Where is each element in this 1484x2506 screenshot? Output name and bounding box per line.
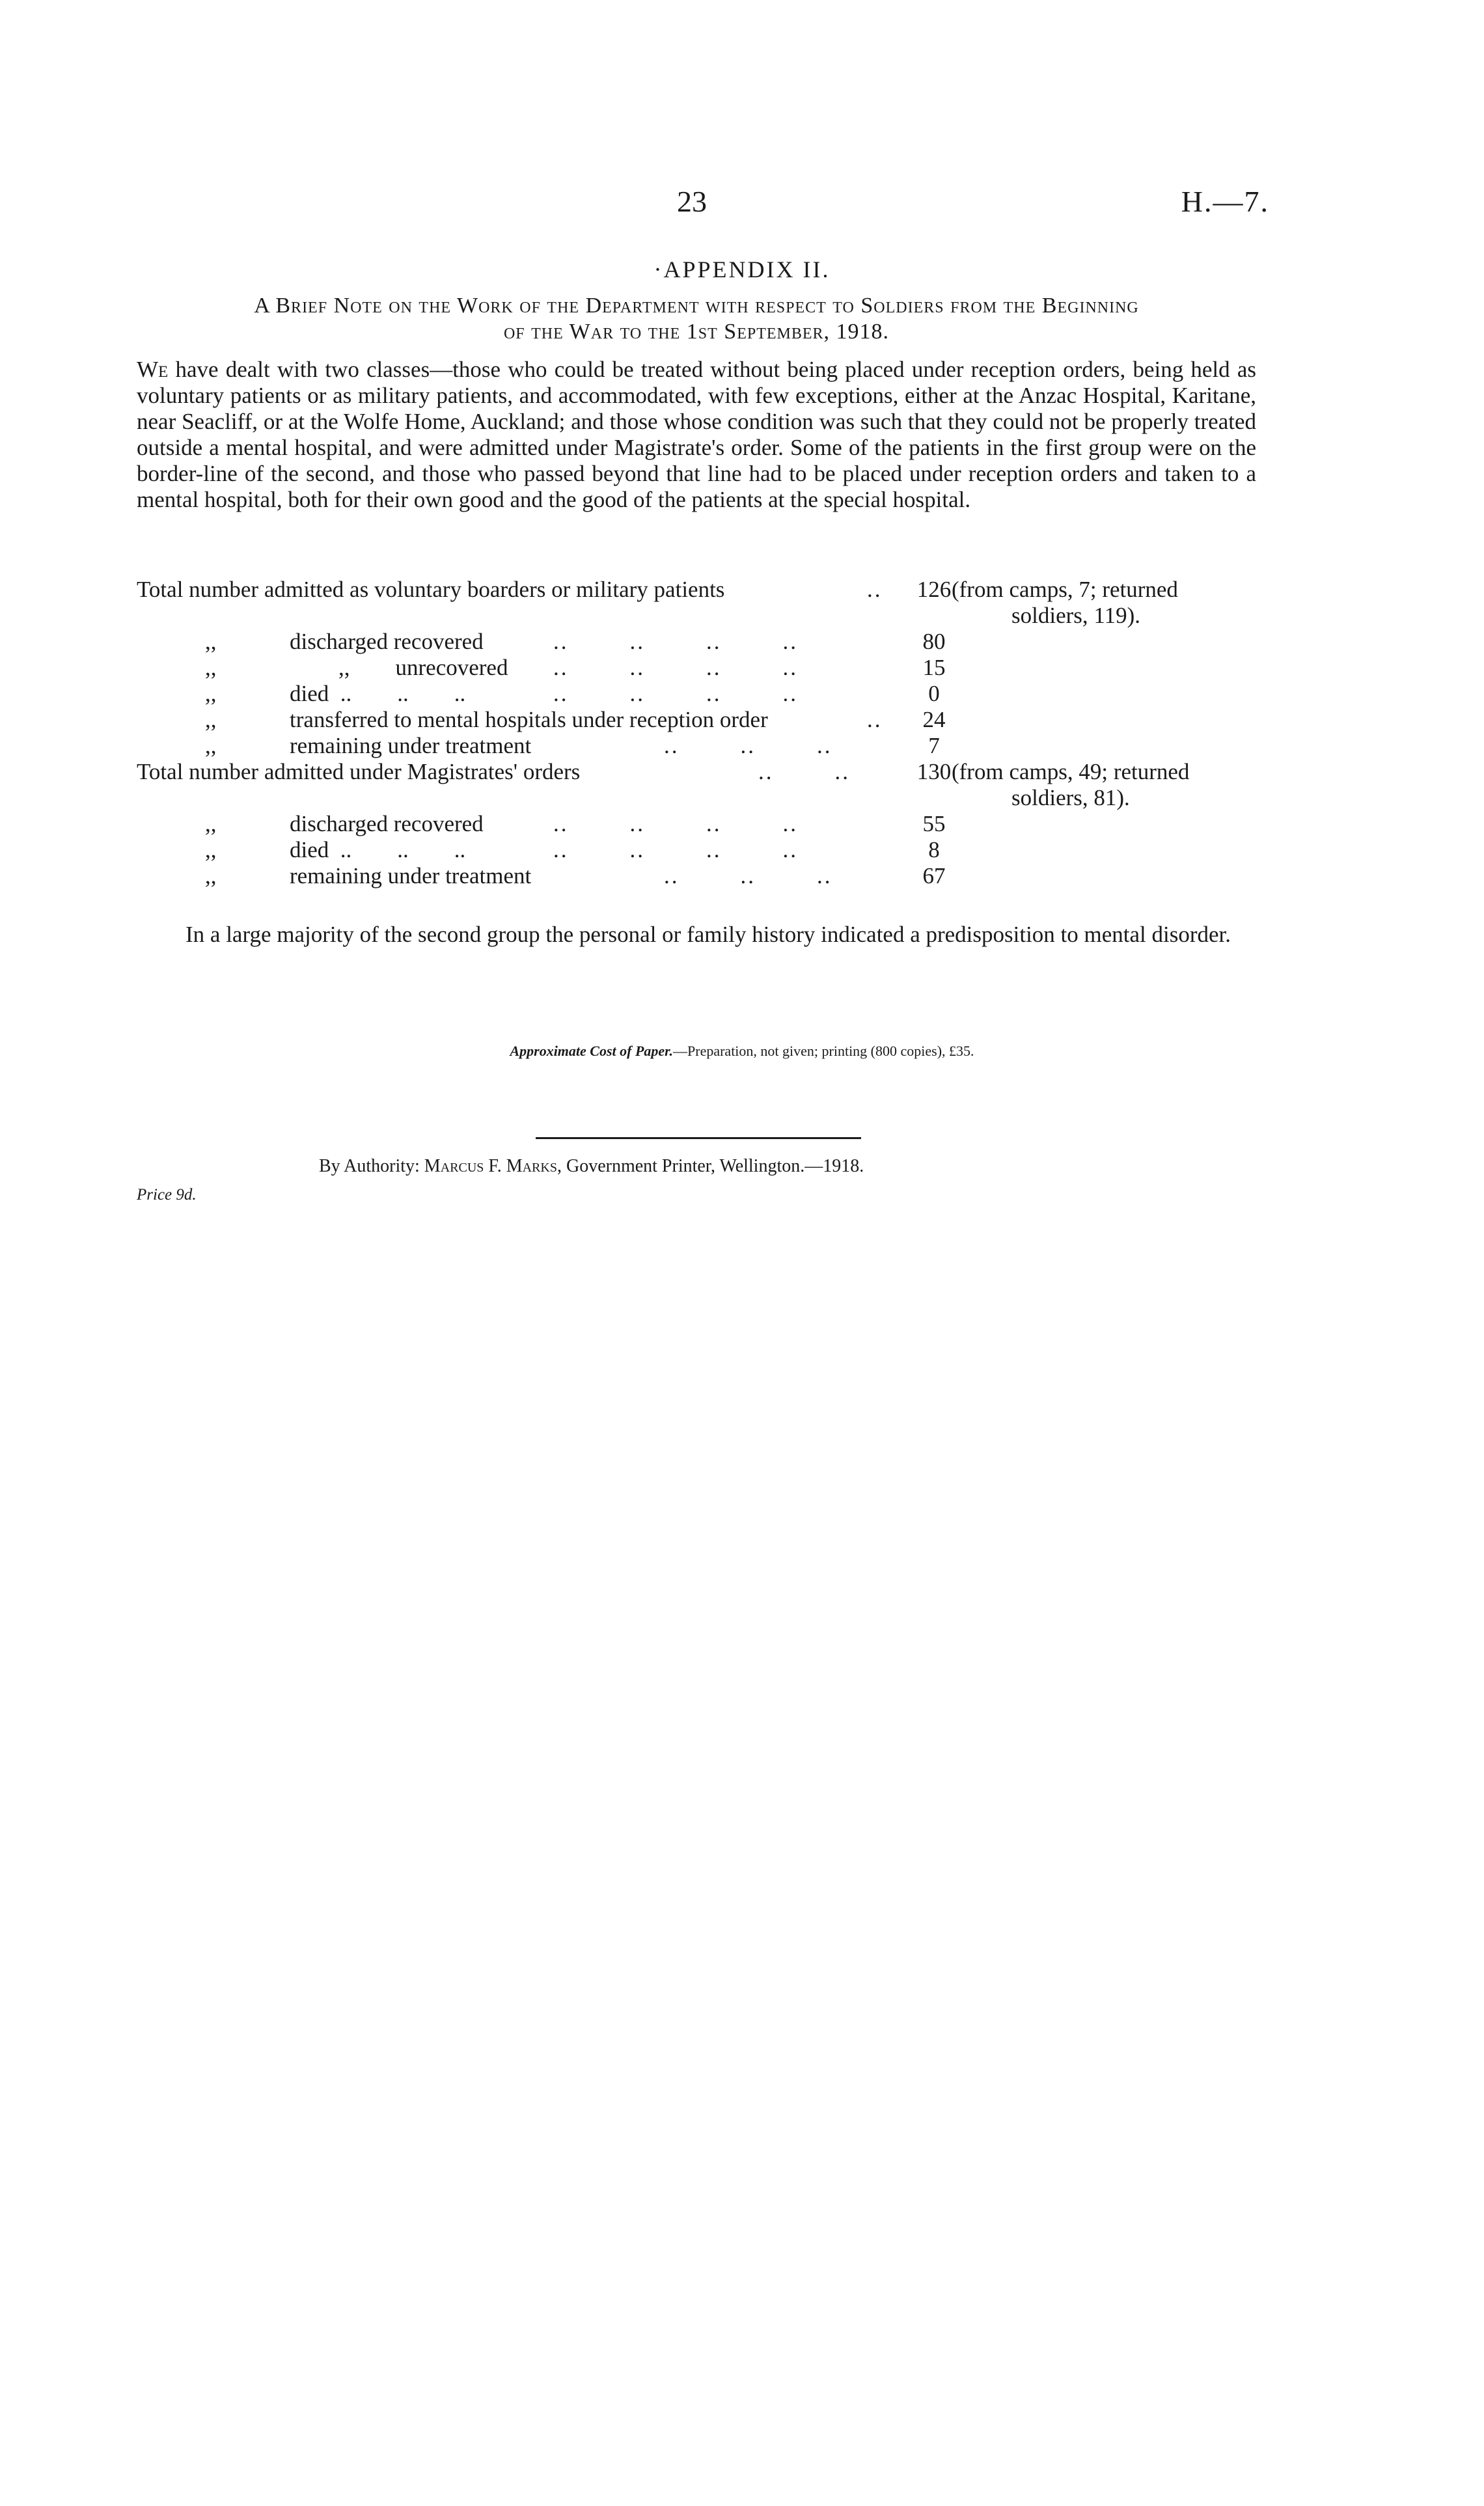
page-number: 23 (677, 185, 707, 218)
stat-row-discharged-recovered (137, 811, 1256, 837)
stat-leaders: .. .. (758, 759, 850, 784)
stat-value: 130 (916, 759, 952, 784)
stat-label: Total number admitted as voluntary boarders or military patients (137, 577, 725, 602)
authority-line (319, 1156, 864, 1177)
stat-note-line1: (from camps, 7; returned (952, 577, 1178, 602)
note-heading (137, 293, 1256, 345)
stat-total-voluntary (137, 577, 1256, 629)
stat-leaders: .. .. .. .. (553, 629, 798, 654)
cost-text: —Preparation, not given; printing (800 copies), £35. (673, 1043, 974, 1059)
ditto-mark: ,, (205, 655, 217, 680)
stat-label: discharged recovered (290, 811, 484, 836)
stat-label: Total number admitted under Magistrates' orders (137, 759, 581, 784)
divider-rule (536, 1137, 861, 1139)
price-note: Price 9d. (137, 1186, 197, 1204)
ditto-mark: ,, (205, 733, 217, 758)
stat-value: 67 (922, 863, 946, 888)
stat-row-remaining (137, 863, 1256, 889)
stat-label: remaining under treatment (290, 863, 532, 888)
stat-value: 15 (922, 655, 946, 680)
ditto-mark: ,, (205, 629, 217, 654)
ditto-mark: ,, (205, 837, 217, 862)
stat-leaders: .. .. .. (664, 733, 832, 758)
stat-leaders: .. .. .. .. (553, 811, 798, 836)
intro-lead-word: We (137, 357, 169, 382)
cost-label: Approximate Cost of Paper. (510, 1043, 674, 1059)
stat-label: discharged recovered (290, 629, 484, 654)
statistics-table (137, 577, 1256, 889)
stat-note-line2: soldiers, 81). (1011, 785, 1130, 810)
stat-leaders: .. .. .. .. (553, 681, 798, 706)
note-heading-line1: A Brief Note on the Work of the Department with respect to Soldiers from the Beginning (254, 294, 1139, 318)
stat-row-died (137, 837, 1256, 863)
printer-name: Marcus F. Marks (424, 1156, 557, 1176)
authority-suffix: , Government Printer, Wellington.—1918. (556, 1156, 864, 1176)
stat-note (952, 759, 1256, 811)
ditto-mark: ,, (205, 681, 217, 706)
ditto-mark: ,, (205, 707, 217, 732)
authority-prefix: By Authority: (319, 1156, 424, 1176)
stat-label: transferred to mental hospitals under reception order (290, 707, 768, 732)
stat-value: 24 (922, 707, 946, 732)
note-heading-line2: of the War to the 1st September, 1918. (503, 320, 890, 344)
stat-label: died .. .. .. (290, 681, 466, 706)
cost-note (0, 1043, 1484, 1060)
stat-value: 126 (916, 577, 952, 602)
appendix-title: ·APPENDIX II. (653, 256, 831, 282)
stat-value: 55 (922, 811, 946, 836)
intro-text: have dealt with two classes—those who could be treated without being placed under reception orders, being held as voluntary patients or as military patients, and accommodated, with few exceptions, either at the Anzac Hospital, Karitane, near Seacliff, or at the Wolfe Home, Auckland; and those whose condition was such that they could not be properly treated outside a mental hospital, and were admitted under Magistrate's order. Some of the patients in the first group were on the border-line of the second, and those who passed beyond that line had to be placed under reception orders and taken to a mental hospital, both for their own good and the good of the patients at the special hospital. (137, 357, 1256, 512)
stat-leaders: .. .. .. .. (553, 837, 798, 862)
stat-row-transferred (137, 707, 1256, 733)
stat-value: 8 (928, 837, 940, 862)
stat-value: 0 (928, 681, 940, 706)
stat-label: died .. .. .. (290, 837, 466, 862)
document-reference: H.—7. (1181, 185, 1269, 218)
stat-leaders: .. (867, 577, 883, 602)
stat-value: 80 (922, 629, 946, 654)
stat-leaders: .. (867, 707, 883, 732)
ditto-mark: ,, (205, 863, 217, 888)
stat-row-remaining (137, 733, 1256, 759)
stat-label: ,, unrecovered (338, 655, 508, 680)
stat-total-magistrate (137, 759, 1256, 811)
stat-note-line2: soldiers, 119). (1011, 603, 1140, 628)
ditto-mark: ,, (205, 811, 217, 836)
intro-paragraph (137, 357, 1256, 513)
stat-value: 7 (928, 733, 940, 758)
stat-row-died (137, 681, 1256, 707)
stat-row-unrecovered (137, 655, 1256, 681)
stat-row-discharged-recovered (137, 629, 1256, 655)
closing-paragraph: In a large majority of the second group the personal or family history indicated a predisposition to mental disorder. (186, 922, 1231, 947)
stat-note (952, 577, 1256, 629)
stat-leaders: .. .. .. .. (553, 655, 798, 680)
stat-label: remaining under treatment (290, 733, 532, 758)
stat-note-line1: (from camps, 49; returned (952, 759, 1190, 784)
stat-leaders: .. .. .. (664, 863, 832, 888)
